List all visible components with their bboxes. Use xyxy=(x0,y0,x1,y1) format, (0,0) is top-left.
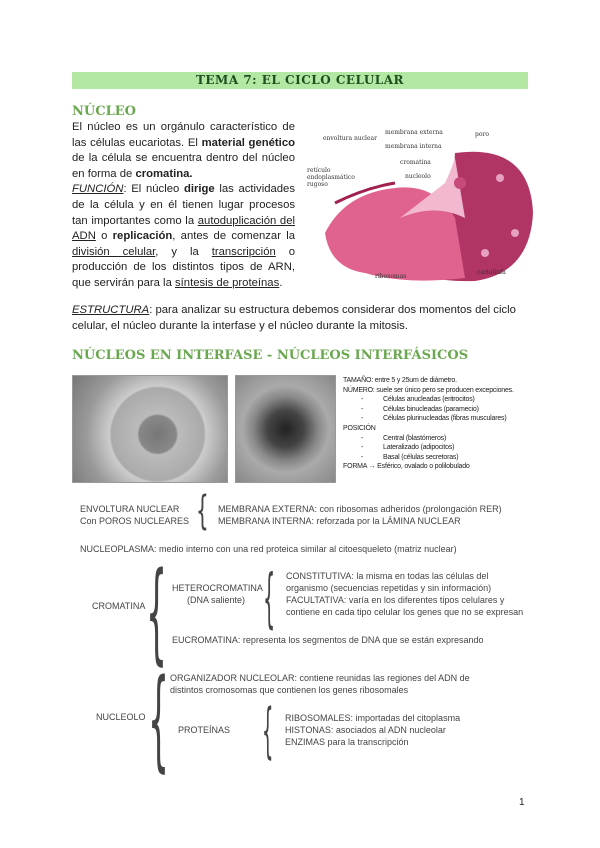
label-nucleolo: nucleolo xyxy=(405,173,431,180)
label-envoltura: envoltura nuclear xyxy=(323,135,377,142)
membrana-externa: MEMBRANA EXTERNA: con ribosomas adheridos (prolongación RER) xyxy=(218,504,502,514)
nucleus-illustration xyxy=(305,123,535,285)
label-ribosomas: ribosomas xyxy=(375,273,407,280)
nucleus-features-list xyxy=(343,376,514,472)
heterocromatina-label: HETEROCROMATINA xyxy=(172,583,263,593)
list-item: - Células plurinucleadas (fibras musculares) xyxy=(343,414,514,424)
ribosomales: RIBOSOMALES: importadas del citoplasma xyxy=(285,713,461,723)
label-membrana-externa: membrana externa xyxy=(385,129,443,136)
page-title: TEMA 7: EL CICLO CELULAR xyxy=(72,72,528,89)
brace-icon: { xyxy=(146,548,167,676)
facultativa-line2: contiene en cada tipo celular los genes que no se expresan xyxy=(286,607,524,617)
proteinas-label: PROTEÍNAS xyxy=(178,725,231,735)
nucleoplasma: NUCLEOPLASMA: medio interno con una red proteica similar al citoesqueleto (matriz nuclear) xyxy=(80,544,457,554)
cromatina-label: CROMATINA xyxy=(92,601,146,611)
heterocromatina xyxy=(172,582,263,606)
section-heading-interfase: NÚCLEOS EN INTERFASE - NÚCLEOS INTERFÁSICOS xyxy=(72,348,469,363)
organizador-line1: ORGANIZADOR NUCLEOLAR: contiene reunidas las regiones del ADN de xyxy=(170,673,470,683)
constitutiva-line2: organismo (secuencias repetidas y sin información) xyxy=(286,583,492,593)
membrana-interna: MEMBRANA INTERNA: reforzada por la LÁMINA NUCLEAR xyxy=(218,516,461,526)
feature-number: NÚMERO: suele ser único pero se producen excepciones. xyxy=(343,386,514,394)
list-item: - Central (blastómeros) xyxy=(343,434,514,444)
constitutiva xyxy=(286,570,523,618)
label-membrana-interna: membrana interna xyxy=(385,143,442,150)
brace-icon: { xyxy=(148,655,169,783)
label-cariolinfa: cariolinfa xyxy=(477,269,506,276)
list-item: - Lateralizado (adipocitos) xyxy=(343,443,514,453)
feature-shape: FORMA → Esférico, ovalado o polilobulado xyxy=(343,463,470,471)
constitutiva-line1: CONSTITUTIVA: la misma en todas las células del xyxy=(286,571,489,581)
estructura-paragraph: ESTRUCTURA: para analizar su estructura debemos considerar dos momentos del ciclo celular, el núcleo durante la interfase y el núcleo durante la mitosis. xyxy=(72,304,516,332)
heterocromatina-note: (DNA saliente) xyxy=(186,595,246,605)
feature-position: POSICIÓN xyxy=(343,424,376,432)
brace-icon: { xyxy=(262,696,274,766)
list-item: - Basal (células secretoras) xyxy=(343,453,514,463)
list-item: - Células anucleadas (eritrocitos) xyxy=(343,395,514,405)
histonas: HISTONAS: asociados al ADN nucleolar xyxy=(285,725,446,735)
list-item: - Células binucleadas (paramecio) xyxy=(343,405,514,415)
page-number: 1 xyxy=(519,797,525,808)
section-heading-nucleo: NÚCLEO xyxy=(72,104,136,119)
nucleolo-label: NUCLEOLO xyxy=(96,712,146,722)
micrograph-nucleus xyxy=(235,375,336,483)
enzimas: ENZIMAS para la transcripción xyxy=(285,737,409,747)
nucleo-paragraph: El núcleo es un orgánulo característico de las células eucariotas. El material genético de la célula se encuentra dentro del núcleo en forma de cromatina. FUNCIÓN: El núcleo dirige las actividades de la célula y en él tienen lugar procesos tan importantes como la autoduplicación del ADN o replicación, antes de comenzar la división celular, y la transcripción o producción de los distintos tipos de ARN, que servirán para la síntesis de proteínas. xyxy=(72,121,296,289)
label-reticulo: retículo endoplasmático rugoso xyxy=(307,167,355,188)
organizador-line2: distintos cromosomas que contienen los genes ribosomales xyxy=(170,685,409,695)
envoltura-label: ENVOLTURA NUCLEAR xyxy=(80,504,180,514)
poros-label: Con POROS NUCLEARES xyxy=(80,516,190,526)
facultativa-line1: FACULTATIVA: varía en los diferentes tipos celulares y xyxy=(286,595,505,605)
eucromatina: EUCROMATINA: representa los segmentos de DNA que se están expresando xyxy=(172,635,484,645)
brace-icon: { xyxy=(263,562,276,636)
micrograph-cell xyxy=(72,375,228,483)
label-cromatina: cromatina xyxy=(400,159,431,166)
proteinas-list xyxy=(285,712,460,748)
label-poro: poro xyxy=(475,131,489,138)
brace-icon: { xyxy=(196,488,209,534)
organizador-nucleolar xyxy=(170,672,470,696)
feature-size: TAMAÑO: entre 5 y 25um de diámetro. xyxy=(343,377,457,384)
